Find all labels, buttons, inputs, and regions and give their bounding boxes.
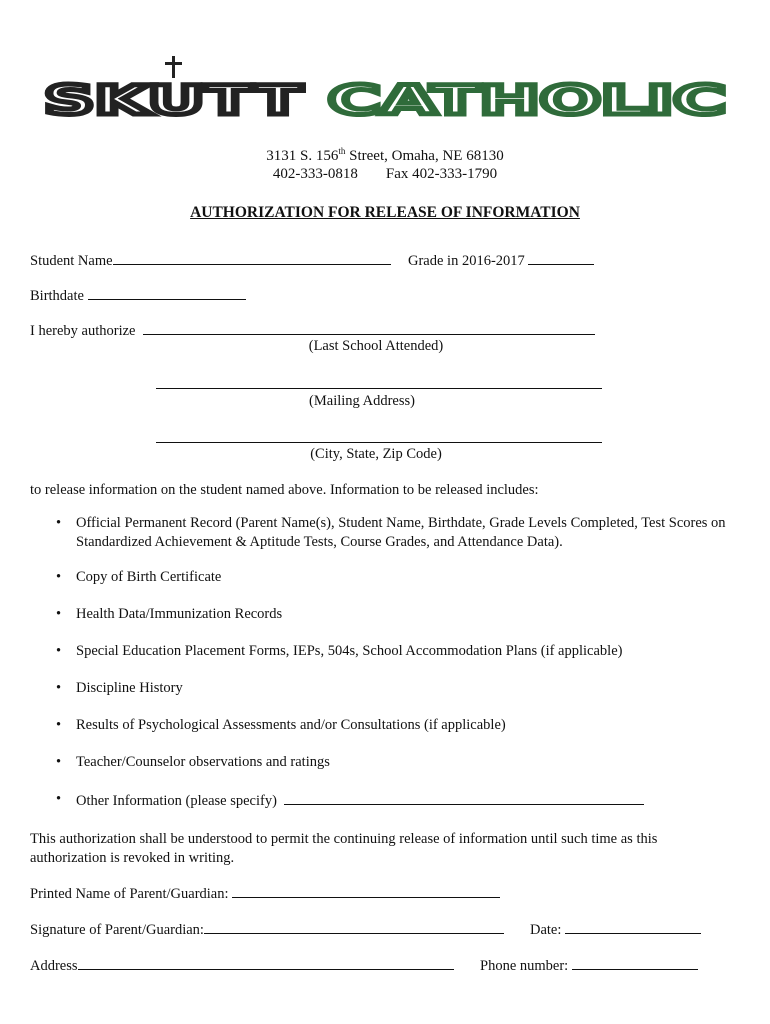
- release-items-list: [50, 514, 750, 811]
- cross-icon: [165, 56, 182, 78]
- student-name-field[interactable]: [113, 250, 391, 265]
- printed-name-field[interactable]: [232, 883, 500, 898]
- address-row: [30, 955, 454, 975]
- last-school-field[interactable]: [143, 320, 595, 335]
- contact-line: [0, 166, 770, 183]
- list-item: • Teacher/Counselor observations and ratings: [50, 753, 750, 772]
- phone-label: Phone number:: [480, 958, 569, 974]
- address-field[interactable]: [78, 955, 454, 970]
- birthdate-label: Birthdate: [30, 288, 84, 304]
- birthdate-row: [30, 285, 246, 305]
- phone-number: 402-333-0818: [272, 166, 358, 182]
- signature-field[interactable]: [204, 919, 504, 934]
- phone-row: [480, 955, 698, 975]
- grade-row: [408, 250, 594, 270]
- school-logo: [44, 54, 728, 124]
- list-item: • Discipline History: [50, 679, 750, 698]
- authorize-label: I hereby authorize: [30, 323, 136, 339]
- birthdate-field[interactable]: [88, 285, 246, 300]
- fax-number: Fax 402-333-1790: [385, 166, 498, 182]
- logo-word-skutt: SKUTT: [44, 78, 304, 124]
- list-item: • Copy of Birth Certificate: [50, 568, 750, 587]
- phone-field[interactable]: [572, 955, 698, 970]
- signature-row: [30, 919, 504, 939]
- printed-name-row: [30, 883, 500, 903]
- list-item: • Results of Psychological Assessments and/or Consultations (if applicable): [50, 716, 750, 735]
- student-name-label: Student Name: [30, 253, 113, 269]
- list-item: • Official Permanent Record (Parent Name(s), Student Name, Birthdate, Grade Levels Completed, Test Scores on Standardized Achievement & Aptitude Tests, Course Grades, and Attendance Data).: [50, 514, 748, 552]
- address-line: 3131 S. 156th Street, Omaha, NE 68130: [266, 146, 504, 164]
- grade-label: Grade in 2016-2017: [408, 253, 525, 269]
- last-school-caption: (Last School Attended): [308, 338, 444, 354]
- city-row: [156, 428, 602, 448]
- list-item: • Other Information (please specify): [50, 790, 750, 811]
- other-information-field[interactable]: [284, 790, 644, 805]
- authorize-row: [30, 320, 595, 340]
- form-title: AUTHORIZATION FOR RELEASE OF INFORMATION: [190, 204, 580, 221]
- student-name-row: [30, 250, 391, 270]
- logo-word-catholic: CATHOLIC: [328, 78, 726, 124]
- date-row: [530, 919, 701, 939]
- city-state-zip-caption: (City, State, Zip Code): [310, 446, 442, 462]
- mailing-address-field[interactable]: [156, 374, 602, 389]
- city-state-zip-field[interactable]: [156, 428, 602, 443]
- list-item: • Special Education Placement Forms, IEPs, 504s, School Accommodation Plans (if applicable): [50, 642, 750, 661]
- list-item: • Health Data/Immunization Records: [50, 605, 750, 624]
- mailing-address-caption: (Mailing Address): [309, 393, 415, 409]
- printed-name-label: Printed Name of Parent/Guardian:: [30, 886, 229, 902]
- release-intro: to release information on the student named above. Information to be released includes:: [30, 482, 539, 498]
- date-field[interactable]: [565, 919, 701, 934]
- grade-field[interactable]: [528, 250, 594, 265]
- address-label: Address: [30, 958, 78, 974]
- mailing-address-row: [156, 374, 602, 394]
- revocation-text: This authorization shall be understood to permit the continuing release of information until such time as this authorization is revoked in writing.: [30, 831, 658, 866]
- date-label: Date:: [530, 922, 562, 938]
- signature-label: Signature of Parent/Guardian:: [30, 922, 204, 938]
